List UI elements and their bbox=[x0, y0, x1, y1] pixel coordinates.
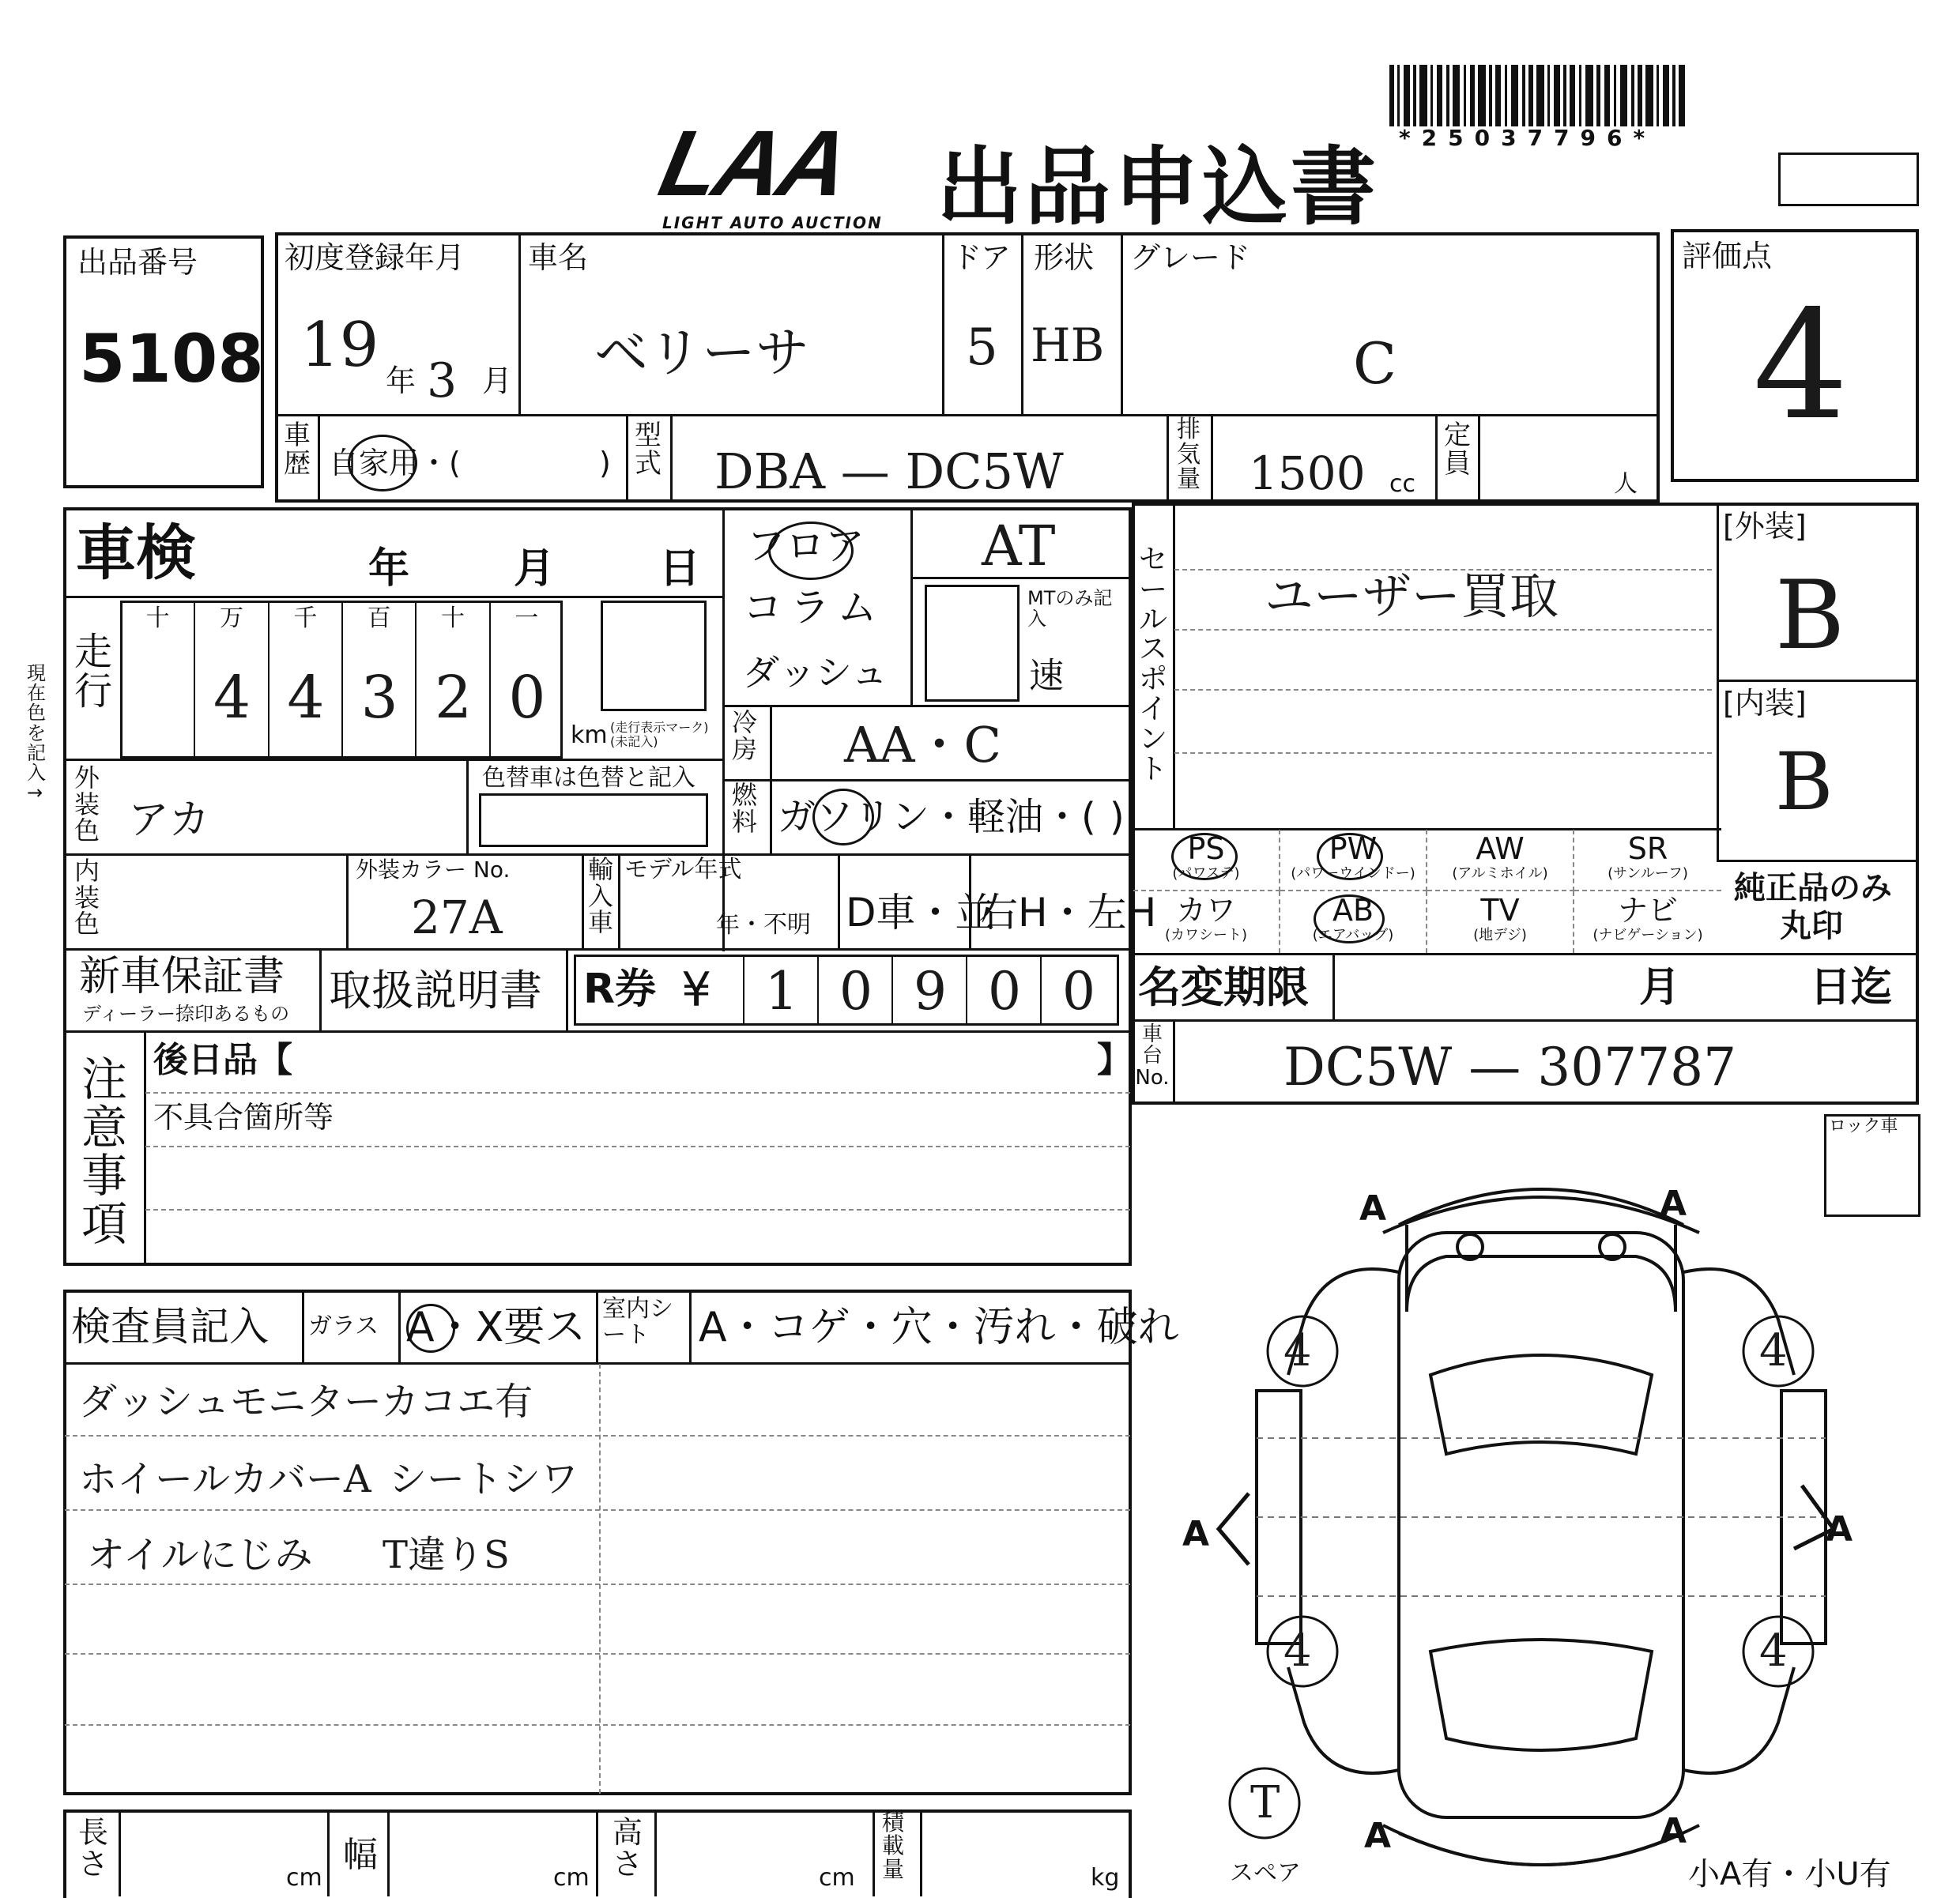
color-no-value: 27A bbox=[411, 891, 503, 944]
divider bbox=[722, 507, 725, 951]
mileage-unit-note: (走行表示マーク) (未記入) bbox=[610, 720, 709, 749]
mileage-mark-box bbox=[601, 601, 707, 711]
equipment-cell bbox=[1427, 891, 1574, 953]
exterior-color-label: 外装色 bbox=[74, 763, 100, 846]
sale-points-label: セールスポイント bbox=[1138, 544, 1167, 785]
shape-label: 形状 bbox=[1034, 240, 1095, 275]
divider bbox=[302, 1290, 304, 1362]
divider bbox=[670, 414, 673, 503]
seat-label bbox=[602, 1296, 689, 1348]
equipment-code: ナビ bbox=[1617, 893, 1678, 928]
divider bbox=[722, 705, 1132, 707]
divider bbox=[920, 1810, 922, 1896]
inspector-line-1: ダッシュモニターカコエ有 bbox=[79, 1380, 533, 1424]
manual-label: 取扱説明書 bbox=[329, 966, 542, 1015]
door-label: ドア bbox=[952, 240, 1011, 275]
inspection-year: 年 bbox=[368, 545, 410, 593]
recycle-cell-divider bbox=[817, 956, 819, 1024]
logo-text: LAA bbox=[650, 111, 856, 216]
load-unit: kg bbox=[1091, 1864, 1120, 1892]
dealer-value: D車・並 bbox=[846, 890, 995, 936]
handle-value: 右H・左H bbox=[978, 890, 1157, 936]
model-type-label: 型式 bbox=[635, 420, 662, 480]
divider bbox=[626, 414, 628, 503]
interior-grade-value: B bbox=[1775, 736, 1834, 828]
displacement-unit: cc bbox=[1389, 470, 1415, 498]
car-name-value: ベリーサ bbox=[594, 322, 810, 385]
capacity-label: 定員 bbox=[1444, 420, 1471, 480]
mileage-digit: 3 bbox=[360, 664, 398, 732]
divider bbox=[398, 1290, 401, 1362]
corner-mark-front-right: A bbox=[1660, 1184, 1687, 1224]
mileage-cell-divider bbox=[489, 601, 491, 759]
exterior-grade-label: [外装] bbox=[1723, 509, 1807, 544]
corner-mark-right: A bbox=[1826, 1509, 1853, 1550]
divider bbox=[466, 759, 469, 853]
score-label: 評価点 bbox=[1682, 239, 1773, 273]
divider bbox=[596, 1290, 598, 1362]
divider bbox=[910, 577, 1132, 579]
mileage-place-label: 一 bbox=[514, 604, 539, 632]
history-circle bbox=[348, 435, 417, 491]
fuel-options: ガソリン・軽油・( bbox=[778, 795, 1096, 839]
registration-month: 3 bbox=[427, 353, 458, 409]
genuine-only-line1: 純正品のみ bbox=[1734, 870, 1892, 906]
recycle-label: R券 bbox=[583, 966, 657, 1013]
recycle-yen: ¥ bbox=[681, 962, 712, 1018]
page-title: 出品申込書 bbox=[937, 138, 1380, 237]
inspection-month: 月 bbox=[514, 545, 556, 593]
spare-label: スペア bbox=[1230, 1859, 1301, 1887]
color-no-label: 外装カラー No. bbox=[356, 857, 511, 883]
divider bbox=[969, 853, 971, 948]
aircon-value: AA・C bbox=[844, 716, 1001, 774]
later-items-label: 後日品【 bbox=[153, 1040, 292, 1080]
mileage-place-label: 万 bbox=[220, 604, 243, 632]
history-options: 自家用・( bbox=[329, 446, 461, 480]
import-label: 輸入車 bbox=[587, 854, 613, 938]
equipment-sub: (地デジ) bbox=[1473, 926, 1527, 943]
interior-color-label: 内装色 bbox=[74, 856, 100, 940]
diagram-bottom-note: 小A有・小U有 bbox=[1688, 1856, 1891, 1892]
logo-subtext: LIGHT AUTO AUCTION bbox=[662, 213, 883, 232]
divider bbox=[1173, 1019, 1175, 1105]
recycle-digit: 0 bbox=[988, 961, 1021, 1022]
divider bbox=[275, 414, 1660, 416]
equipment-cell bbox=[1427, 830, 1574, 891]
history-label: 車歴 bbox=[284, 420, 311, 480]
equipment-code: PS bbox=[1187, 831, 1225, 866]
name-change-label: 名変期限 bbox=[1138, 962, 1309, 1012]
equipment-cell bbox=[1133, 891, 1280, 953]
repaint-box bbox=[479, 793, 708, 847]
chassis-label: 車台No. bbox=[1135, 1022, 1170, 1090]
equipment-sub: (パワステ) bbox=[1172, 864, 1240, 882]
divider bbox=[596, 1810, 598, 1896]
notes-label: 注意事項 bbox=[81, 1053, 127, 1251]
tire-mark-front-right: 4 bbox=[1759, 1325, 1788, 1376]
glass-circle bbox=[406, 1304, 455, 1353]
divider bbox=[689, 1290, 692, 1362]
divider bbox=[144, 1030, 146, 1266]
inspector-line-5: T違りS bbox=[383, 1533, 510, 1577]
mt-note: MTのみ記入 bbox=[1027, 587, 1113, 631]
chassis-value: DC5W — 307787 bbox=[1283, 1037, 1737, 1098]
divider bbox=[1021, 232, 1023, 416]
spare-mark: T bbox=[1250, 1777, 1280, 1828]
mileage-unit: km bbox=[571, 721, 608, 749]
exterior-grade-value: B bbox=[1775, 561, 1845, 671]
lock-car-label: ロック車 bbox=[1829, 1117, 1898, 1136]
registration-year-suffix: 年 bbox=[386, 363, 416, 398]
corner-mark-rear-left: A bbox=[1364, 1816, 1392, 1856]
equipment-sub: (サンルーフ) bbox=[1608, 864, 1688, 882]
width-label: 幅 bbox=[343, 1835, 378, 1875]
recycle-cell-divider bbox=[966, 956, 967, 1024]
later-items-close: 】 bbox=[1097, 1040, 1132, 1080]
load-label: 積載量 bbox=[881, 1810, 904, 1882]
registration-year: 19 bbox=[300, 310, 379, 381]
side-note: 現在色を記入→ bbox=[27, 662, 46, 804]
score-box bbox=[1671, 229, 1919, 482]
mileage-place-label: 十 bbox=[145, 604, 170, 632]
floor-circle bbox=[768, 522, 854, 580]
equipment-sub: (ナビゲーション) bbox=[1592, 926, 1703, 943]
sale-points-value: ユーザー買取 bbox=[1265, 567, 1559, 625]
divider bbox=[873, 1810, 875, 1896]
divider bbox=[518, 232, 521, 416]
mt-box bbox=[925, 585, 1020, 702]
divider bbox=[145, 1092, 1130, 1094]
recycle-cell-divider bbox=[743, 956, 744, 1024]
speed-label: 速 bbox=[1029, 656, 1064, 696]
ps-circle bbox=[1171, 833, 1238, 880]
interior-grade-label: [内装] bbox=[1723, 686, 1807, 721]
fuel-label: 燃料 bbox=[731, 780, 757, 837]
height-label: 高さ bbox=[612, 1815, 643, 1881]
equipment-code: カワ bbox=[1175, 893, 1236, 928]
mileage-place-label: 百 bbox=[367, 604, 391, 632]
mileage-digit: 4 bbox=[287, 664, 325, 732]
divider bbox=[387, 1810, 390, 1896]
divider bbox=[65, 1653, 1130, 1655]
divider bbox=[1174, 569, 1712, 571]
seat-options: A・コゲ・穴・汚れ・破れ bbox=[699, 1304, 1179, 1351]
aircon-label: 冷房 bbox=[731, 707, 757, 764]
shape-value: HB bbox=[1031, 318, 1105, 372]
registration-label: 初度登録年月 bbox=[285, 240, 466, 275]
divider bbox=[1478, 414, 1480, 503]
mileage-cell-divider bbox=[415, 601, 416, 759]
mileage-label: 走行 bbox=[74, 630, 112, 714]
divider bbox=[722, 779, 1132, 781]
divider bbox=[63, 1362, 1132, 1365]
equipment-code: SR bbox=[1627, 831, 1668, 866]
fuel-close: ) bbox=[1110, 795, 1125, 839]
divider bbox=[618, 853, 620, 948]
door-value: 5 bbox=[966, 318, 998, 377]
floor-option-floor: フロア bbox=[746, 523, 865, 569]
divider bbox=[145, 1209, 1130, 1211]
equipment-sub: (アルミホイル) bbox=[1452, 864, 1548, 882]
equipment-cell bbox=[1574, 830, 1721, 891]
lot-box bbox=[63, 235, 264, 488]
mileage-cell-divider bbox=[194, 601, 195, 759]
floor-option-column: コラム bbox=[743, 585, 885, 631]
logo bbox=[650, 111, 923, 232]
divider bbox=[1167, 414, 1169, 503]
defects-label: 不具合箇所等 bbox=[153, 1100, 334, 1135]
divider bbox=[838, 853, 840, 948]
divider bbox=[1717, 680, 1919, 682]
name-change-month: 月 bbox=[1639, 964, 1681, 1011]
car-name-label: 車名 bbox=[528, 240, 589, 275]
recycle-cell-divider bbox=[1040, 956, 1042, 1024]
glass-label: ガラス bbox=[308, 1312, 379, 1340]
grade-value: C bbox=[1353, 330, 1397, 397]
displacement-value: 1500 bbox=[1249, 446, 1366, 500]
inspector-line-3: シートシワ bbox=[389, 1457, 579, 1501]
divider bbox=[1174, 752, 1712, 754]
divider bbox=[145, 1146, 1130, 1147]
divider bbox=[1435, 414, 1438, 503]
mileage-digit: 0 bbox=[508, 664, 546, 732]
divider bbox=[1717, 860, 1919, 862]
divider bbox=[119, 1810, 121, 1896]
equipment-sub: (エアバッグ) bbox=[1312, 926, 1394, 943]
divider bbox=[327, 1810, 330, 1896]
divider bbox=[1132, 1019, 1919, 1022]
seat-label-text: 室内シート bbox=[602, 1295, 673, 1349]
barcode-graphic bbox=[1389, 65, 1688, 126]
divider bbox=[1132, 953, 1919, 955]
divider bbox=[346, 853, 349, 948]
divider bbox=[63, 948, 1132, 951]
mileage-cell-divider bbox=[341, 601, 343, 759]
divider bbox=[63, 759, 722, 761]
divider bbox=[654, 1810, 657, 1896]
genuine-only-line2: 丸印 bbox=[1780, 908, 1843, 944]
car-diagram bbox=[1170, 1138, 1913, 1896]
divider bbox=[1174, 629, 1712, 631]
tire-mark-rear-right: 4 bbox=[1759, 1625, 1788, 1677]
divider bbox=[65, 1584, 1130, 1585]
divider bbox=[65, 1435, 1130, 1437]
divider bbox=[1121, 232, 1123, 416]
registration-month-suffix: 月 bbox=[482, 363, 513, 398]
divider bbox=[942, 232, 944, 416]
glass-options: A・X要ス bbox=[406, 1304, 586, 1351]
divider bbox=[63, 596, 722, 598]
history-close: ) bbox=[599, 446, 611, 480]
blank-box-top-right bbox=[1778, 153, 1919, 206]
name-change-day: 日迄 bbox=[1810, 964, 1893, 1011]
width-unit: cm bbox=[553, 1864, 590, 1892]
mileage-place-label: 千 bbox=[293, 604, 318, 632]
equipment-sub: (パワーウインドー) bbox=[1291, 864, 1415, 882]
divider bbox=[1211, 414, 1213, 503]
divider bbox=[566, 948, 568, 1030]
equipment-code: AW bbox=[1476, 831, 1525, 866]
divider bbox=[1174, 689, 1712, 691]
inspection-label: 車検 bbox=[76, 518, 196, 588]
equipment-code: AB bbox=[1332, 893, 1374, 928]
barcode bbox=[1389, 65, 1688, 126]
barcode-number: *25037796* bbox=[1399, 125, 1657, 151]
tire-mark-front-left: 4 bbox=[1283, 1325, 1312, 1376]
divider bbox=[65, 1509, 1130, 1511]
recycle-digit: 0 bbox=[839, 961, 873, 1022]
inspector-label: 検査員記入 bbox=[71, 1304, 269, 1350]
inspection-day: 日 bbox=[659, 545, 701, 593]
mileage-digit: 4 bbox=[213, 664, 251, 732]
ab-circle bbox=[1314, 894, 1385, 943]
divider bbox=[599, 1364, 601, 1794]
model-year-label: モデル年式 bbox=[624, 856, 742, 883]
pw-circle bbox=[1317, 833, 1383, 880]
lot-number: 5108 bbox=[79, 320, 264, 397]
corner-mark-left: A bbox=[1182, 1514, 1210, 1554]
grade-label: グレード bbox=[1130, 240, 1251, 275]
corner-mark-front-left: A bbox=[1359, 1188, 1387, 1229]
mileage-digit: 2 bbox=[435, 664, 473, 732]
displacement-label: 排気量 bbox=[1177, 416, 1200, 493]
divider bbox=[1332, 953, 1335, 1019]
model-type-value: DBA — DC5W bbox=[714, 442, 1064, 500]
equipment-code: TV bbox=[1480, 893, 1520, 928]
warranty-label: 新車保証書 bbox=[79, 953, 285, 1000]
exterior-color-value: アカ bbox=[128, 796, 210, 844]
height-unit: cm bbox=[819, 1864, 855, 1892]
divider bbox=[319, 948, 322, 1030]
fuel-circle bbox=[812, 789, 874, 845]
length-unit: cm bbox=[286, 1864, 322, 1892]
capacity-unit: 人 bbox=[1614, 470, 1638, 498]
inspector-line-4: オイルにじみ bbox=[87, 1533, 313, 1577]
lot-label: 出品番号 bbox=[77, 245, 198, 280]
repaint-label: 色替車は色替と記入 bbox=[482, 764, 695, 792]
recycle-digit: 9 bbox=[914, 961, 947, 1022]
warranty-sub: ディーラー捺印あるもの bbox=[82, 1003, 290, 1025]
mileage-cell-divider bbox=[268, 601, 270, 759]
divider bbox=[1173, 503, 1175, 828]
score-value: 4 bbox=[1753, 278, 1849, 453]
floor-option-dash: ダッシュ bbox=[743, 651, 888, 694]
mileage-place-label: 十 bbox=[441, 604, 465, 632]
recycle-digit: 1 bbox=[765, 961, 798, 1022]
model-year-value: 年・不明 bbox=[716, 911, 811, 939]
recycle-digit: 0 bbox=[1062, 961, 1095, 1022]
tire-mark-rear-left: 4 bbox=[1283, 1625, 1312, 1677]
divider bbox=[318, 414, 320, 503]
length-label: 長さ bbox=[77, 1815, 108, 1881]
equipment-cell bbox=[1574, 891, 1721, 953]
equipment-sub: (カワシート) bbox=[1164, 926, 1248, 943]
divider bbox=[65, 1724, 1130, 1726]
divider bbox=[63, 1030, 1132, 1033]
recycle-cell-divider bbox=[891, 956, 893, 1024]
divider bbox=[910, 507, 913, 705]
transmission-value: AT bbox=[982, 514, 1056, 578]
corner-mark-rear-right: A bbox=[1660, 1811, 1687, 1851]
equipment-code: PW bbox=[1329, 831, 1378, 866]
inspector-line-2: ホイールカバーA bbox=[79, 1457, 371, 1501]
